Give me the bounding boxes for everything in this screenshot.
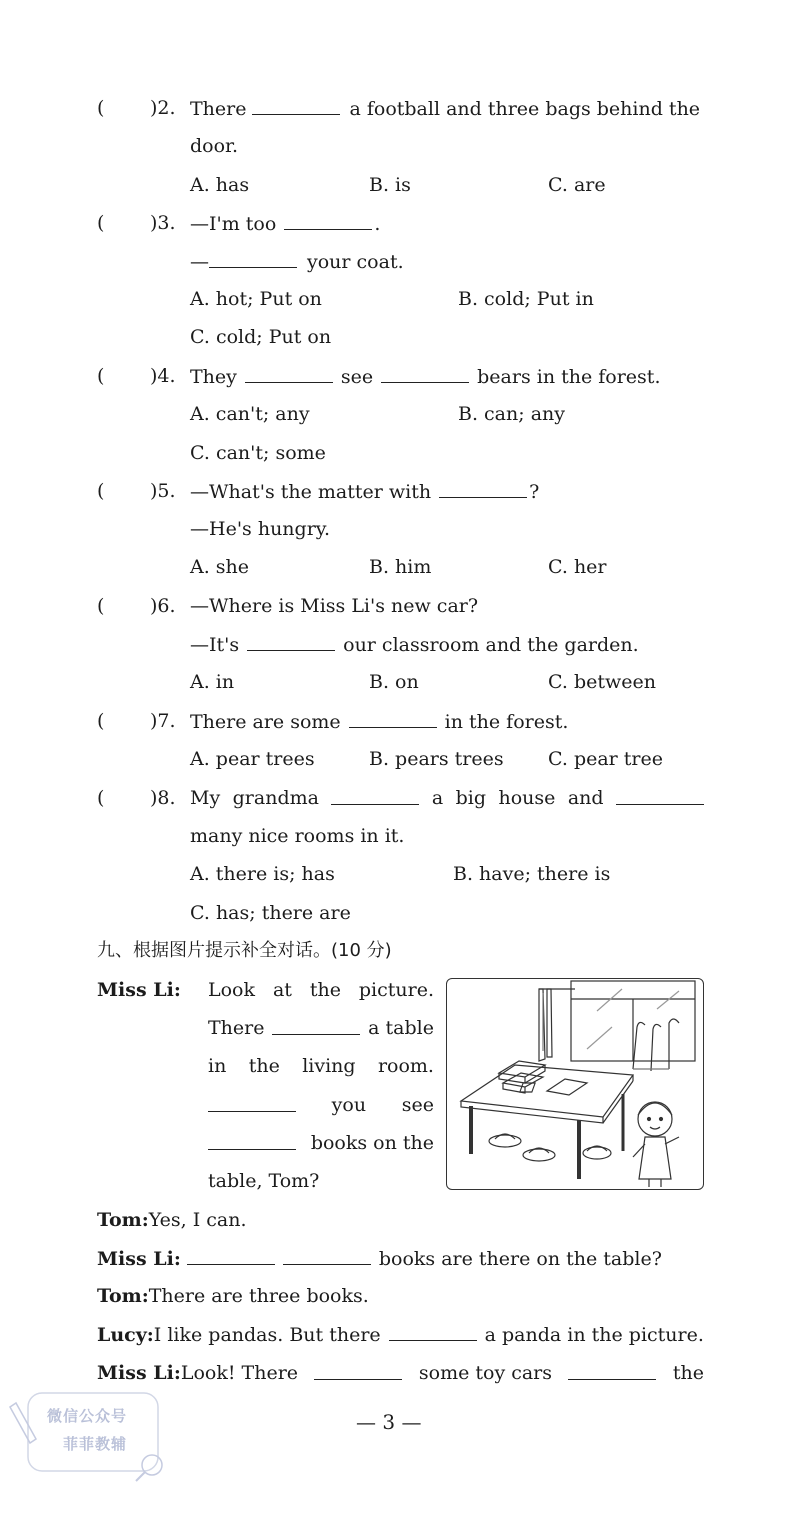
dialogue-1-line2: There a table xyxy=(208,1017,434,1039)
watermark xyxy=(0,1385,170,1485)
question-number-q8: )8. xyxy=(150,787,176,809)
blank-q3-2[interactable] xyxy=(209,249,297,268)
question-q6-line1: —Where is Miss Li's new car? xyxy=(190,595,479,617)
option-a-q7[interactable]: A. pear trees xyxy=(190,748,315,770)
answer-paren-q3[interactable]: ( xyxy=(97,212,105,234)
blank-d1-2[interactable] xyxy=(208,1093,296,1112)
blank-d6-2[interactable] xyxy=(568,1361,656,1380)
answer-paren-q5[interactable]: ( xyxy=(97,480,105,502)
question-number-q2: )2. xyxy=(150,97,176,119)
page-number: — 3 — xyxy=(356,1410,422,1434)
dialogue-1-line1: Look at the picture. xyxy=(208,979,434,1001)
blank-q2[interactable] xyxy=(252,96,340,115)
dialogue-3: Miss Li: books are there on the table? xyxy=(97,1248,662,1270)
option-a-q8[interactable]: A. there is; has xyxy=(190,863,335,885)
option-b-q5[interactable]: B. him xyxy=(369,556,432,578)
dialogue-1-line4: you see xyxy=(208,1093,434,1117)
option-a-q2[interactable]: A. has xyxy=(190,174,250,196)
section-9-heading: 九、根据图片提示补全对话。(10 分) xyxy=(97,940,392,961)
blank-d1-1[interactable] xyxy=(272,1016,360,1035)
question-number-q5: )5. xyxy=(150,480,176,502)
option-b-q3[interactable]: B. cold; Put in xyxy=(458,288,594,310)
question-number-q6: )6. xyxy=(150,595,176,617)
blank-q7[interactable] xyxy=(349,709,437,728)
blank-q8-2[interactable] xyxy=(616,786,704,805)
dialogue-1-line5: books on the xyxy=(208,1131,434,1155)
option-a-q6[interactable]: A. in xyxy=(190,671,235,693)
answer-paren-q2[interactable]: ( xyxy=(97,97,105,119)
blank-q8-1[interactable] xyxy=(331,786,419,805)
question-number-q7: )7. xyxy=(150,710,176,732)
question-q2-stem-cont: door. xyxy=(190,135,239,157)
answer-paren-q4[interactable]: ( xyxy=(97,365,105,387)
question-q8-stem-cont: many nice rooms in it. xyxy=(190,825,405,847)
blank-q3-1[interactable] xyxy=(284,211,372,230)
dialogue-2: Tom:Yes, I can. xyxy=(97,1209,247,1231)
option-b-q2[interactable]: B. is xyxy=(369,174,411,196)
answer-paren-q7[interactable]: ( xyxy=(97,710,105,732)
answer-paren-q8[interactable]: ( xyxy=(97,787,105,809)
question-q3-line2: — your coat. xyxy=(190,251,404,273)
question-q2-stem: There a football and three bags behind the xyxy=(190,98,701,120)
question-q3-line1: —I'm too . xyxy=(190,213,381,235)
option-b-q6[interactable]: B. on xyxy=(369,671,419,693)
living-room-illustration xyxy=(447,979,703,1189)
blank-d3-2[interactable] xyxy=(283,1246,371,1265)
speaker-miss-li-1: Miss Li: xyxy=(97,979,181,1001)
option-c-q2[interactable]: C. are xyxy=(548,174,606,196)
living-room-picture xyxy=(446,978,704,1190)
blank-d6-1[interactable] xyxy=(314,1361,402,1380)
question-q4-stem: They see bears in the forest. xyxy=(190,366,661,388)
option-b-q4[interactable]: B. can; any xyxy=(458,403,565,425)
question-q6-line2: —It's our classroom and the garden. xyxy=(190,634,639,656)
question-number-q4: )4. xyxy=(150,365,176,387)
option-b-q8[interactable]: B. have; there is xyxy=(453,863,611,885)
watermark-line1: 微信公众号 xyxy=(47,1407,128,1425)
dialogue-4: Tom:There are three books. xyxy=(97,1285,369,1307)
option-c-q8[interactable]: C. has; there are xyxy=(190,902,351,924)
option-c-q3[interactable]: C. cold; Put on xyxy=(190,326,332,348)
blank-q5[interactable] xyxy=(439,479,527,498)
question-q8-stem: My grandma a big house and xyxy=(190,786,704,810)
answer-paren-q6[interactable]: ( xyxy=(97,595,105,617)
option-a-q5[interactable]: A. she xyxy=(190,556,250,578)
blank-q6[interactable] xyxy=(247,632,335,651)
dialogue-6: Miss Li:Look! There some toy cars the xyxy=(97,1362,704,1384)
dialogue-5: Lucy:I like pandas. But there a panda in the picture. xyxy=(97,1324,704,1346)
option-c-q6[interactable]: C. between xyxy=(548,671,656,693)
option-c-q7[interactable]: C. pear tree xyxy=(548,748,664,770)
blank-d1-3[interactable] xyxy=(208,1131,296,1150)
question-number-q3: )3. xyxy=(150,212,176,234)
option-c-q4[interactable]: C. can't; some xyxy=(190,442,326,464)
blank-d3-1[interactable] xyxy=(187,1246,275,1265)
blank-d5[interactable] xyxy=(389,1322,477,1341)
watermark-line2: 菲菲教辅 xyxy=(63,1435,128,1453)
blank-q4-1[interactable] xyxy=(245,364,333,383)
option-a-q3[interactable]: A. hot; Put on xyxy=(190,288,322,310)
question-q5-line1: —What's the matter with ? xyxy=(190,481,540,503)
option-b-q7[interactable]: B. pears trees xyxy=(369,748,504,770)
dialogue-1-line3: in the living room. xyxy=(208,1055,434,1077)
question-q5-line2: —He's hungry. xyxy=(190,518,331,540)
question-q7-stem: There are some in the forest. xyxy=(190,711,569,733)
blank-q4-2[interactable] xyxy=(381,364,469,383)
option-c-q5[interactable]: C. her xyxy=(548,556,607,578)
dialogue-1-line6: table, Tom? xyxy=(208,1170,320,1192)
option-a-q4[interactable]: A. can't; any xyxy=(190,403,310,425)
